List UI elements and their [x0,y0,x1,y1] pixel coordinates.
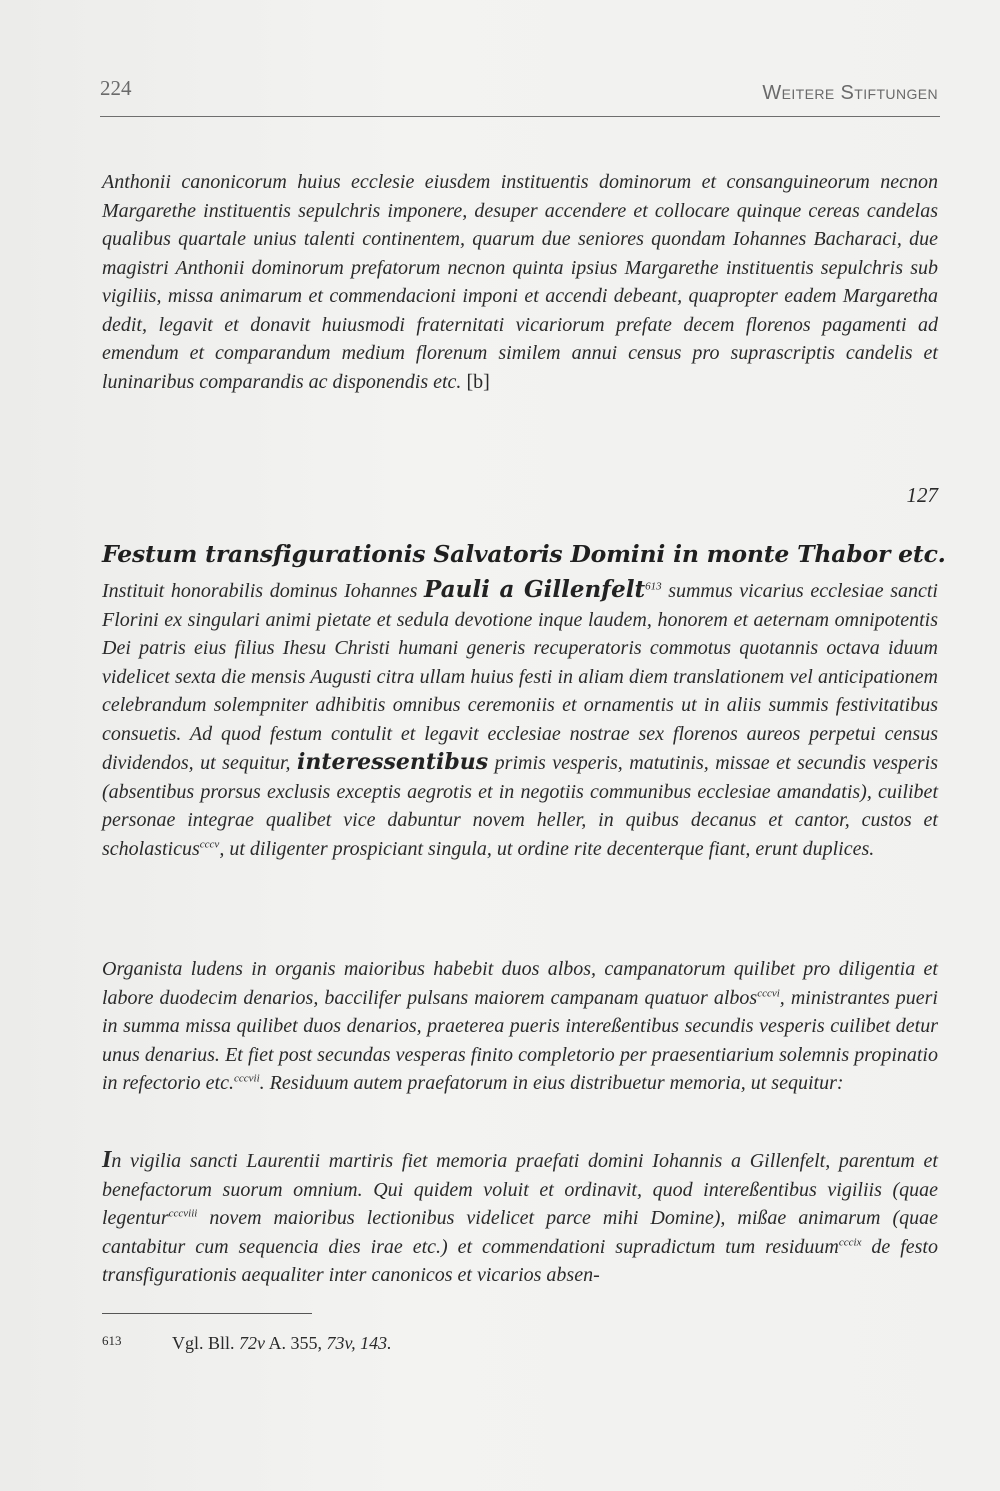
paragraph-4-initial: I [102,1147,112,1173]
paragraph-4-part-2: novem maioribus lectionibus videlicet parce mihi Domine), mißae animarum (quae cantabitur cum sequencia dies irae etc.) et commendationi supradictum tum residuum [102,1207,938,1258]
footnote-ref-2: 73v, 143. [326,1333,392,1353]
note-ref-cccix[interactable]: cccix [838,1235,862,1248]
bold-word-interessentibus: interessentibus [297,749,489,775]
paragraph-3-part-1: Organista ludens in organis maioribus habebit duos albos, campanatorum quilibet pro diligentia et labore duodecim denarios, baccilifer pulsans maiorem campanam quatuor albos [102,958,938,1009]
entry-heading: Festum transfigurationis Salvatoris Domini in monte Thabor etc. [102,540,946,568]
paragraph-2 [102,576,938,863]
paragraph-4-part-1: n vigilia sancti Laurentii martiris fiet memoria praefati domini Iohannis a Gillenfelt, parentum et benefactorum suorum omnium. Qui quidem voluit et ordinavit, quod intereßentibus vigiliis (quae legentur [102,1150,938,1229]
paragraph-4-part-3: de festo transfigurationis aequaliter inter canonicos et vicarios absen- [102,1235,938,1286]
paragraph-1 [102,168,938,396]
founder-name: Pauli a Gillenfelt [424,576,646,603]
footnote-number: 613 [102,1333,122,1348]
entry-number: 127 [906,483,938,507]
running-title: Weitere Stiftungen [762,82,938,104]
note-ref-cccvi[interactable]: cccvi [757,986,780,999]
paragraph-3-part-3: . Residuum autem praefatorum in eius distribuetur memoria, ut sequitur: [259,1072,844,1094]
footnote-613 [102,1333,938,1354]
paragraph-1-text: Anthonii canonicorum huius ecclesie eiusdem instituentis dominorum et consanguineorum necnon Margarethe instituentis sepulchris imponere, desuper accendere et collocare quinque cereas candelas qualibus quartale unius talenti continentem, quarum due seniores quondam Iohannes Bacharaci, due magistri Anthonii dominorum prefatorum necnon quinta ipsius Margarethe instituentis sepulchris sub vigiliis, missa animarum et commendacioni imponi et accendi debeant, quapropter eadem Margaretha dedit, legavit et donavit huiusmodi fraternitati vicariorum prefate decem florenos pagamenti ad emendum et comparandum medium florenum similem annui census pro suprascriptis candelis et luninaribus comparandis ac disponendis etc. [102,171,938,393]
paragraph-2-part-1: Instituit honorabilis dominus Iohannes [102,580,425,602]
note-ref-cccv[interactable]: cccv [199,837,220,850]
running-head [100,76,940,117]
footnote-divider [102,1313,312,1314]
paragraph-2-part-2: summus vicarius ecclesiae sancti Florini ex singulari animi pietate et sedula devotione inque laudem, honorem et aeternam omnipotentis Dei patris eius filius Ihesu Christi humani generis recuperatoris commotus quotannis octava iduum videlicet sexta die mensis Augusti citra ullam huius festi in aliam diem translationem vel anticipationem celebrandum solempniter adhibitis omnibus ceremoniis et ornamentis ut in aliis summis festivitatibus consuetis. Ad quod festum contulit et legavit ecclesiae nostrae sex florenos aureos perpetui census dividendos, ut sequitur, [102,580,938,774]
note-ref-cccvii[interactable]: cccvii [234,1072,260,1085]
note-ref-cccviii[interactable]: cccviii [168,1207,198,1220]
paragraph-2-part-3: primis vesperis, matutinis, missae et secundis vesperis (absentibus prorsus exclusis exceptis aegrotis et in negotiis communibus ecclesiae amandatis), cuilibet personae integrae qualibet vice dabuntur novem heller, in quibus decanus et cantor, custos et scholasticus [102,752,938,860]
paragraph-1-marker: [b] [466,370,490,393]
paragraph-4 [102,1146,938,1290]
footnote-text-2: A. 355, [265,1333,327,1353]
footnote-ref-1: 72v [239,1333,266,1353]
footnote-text [172,1333,392,1353]
paragraph-3-part-2: , ministrantes pueri in summa missa quilibet duos denarios, praeterea pueris intereßentibus secundis vesperis cuilibet detur unus denarius. Et fiet post secundas vesperas finito completorio per praesentiarium solemnis propinatio in refectorio etc. [102,986,938,1094]
footnote-text-1: Vgl. Bll. [172,1333,240,1353]
page-number: 224 [100,76,132,100]
paragraph-3 [102,955,938,1098]
footnote-ref-613[interactable]: 613 [645,580,662,593]
paragraph-2-part-4: , ut diligenter prospiciant singula, ut ordine rite decenterque fiant, erunt duplices. [219,837,875,860]
